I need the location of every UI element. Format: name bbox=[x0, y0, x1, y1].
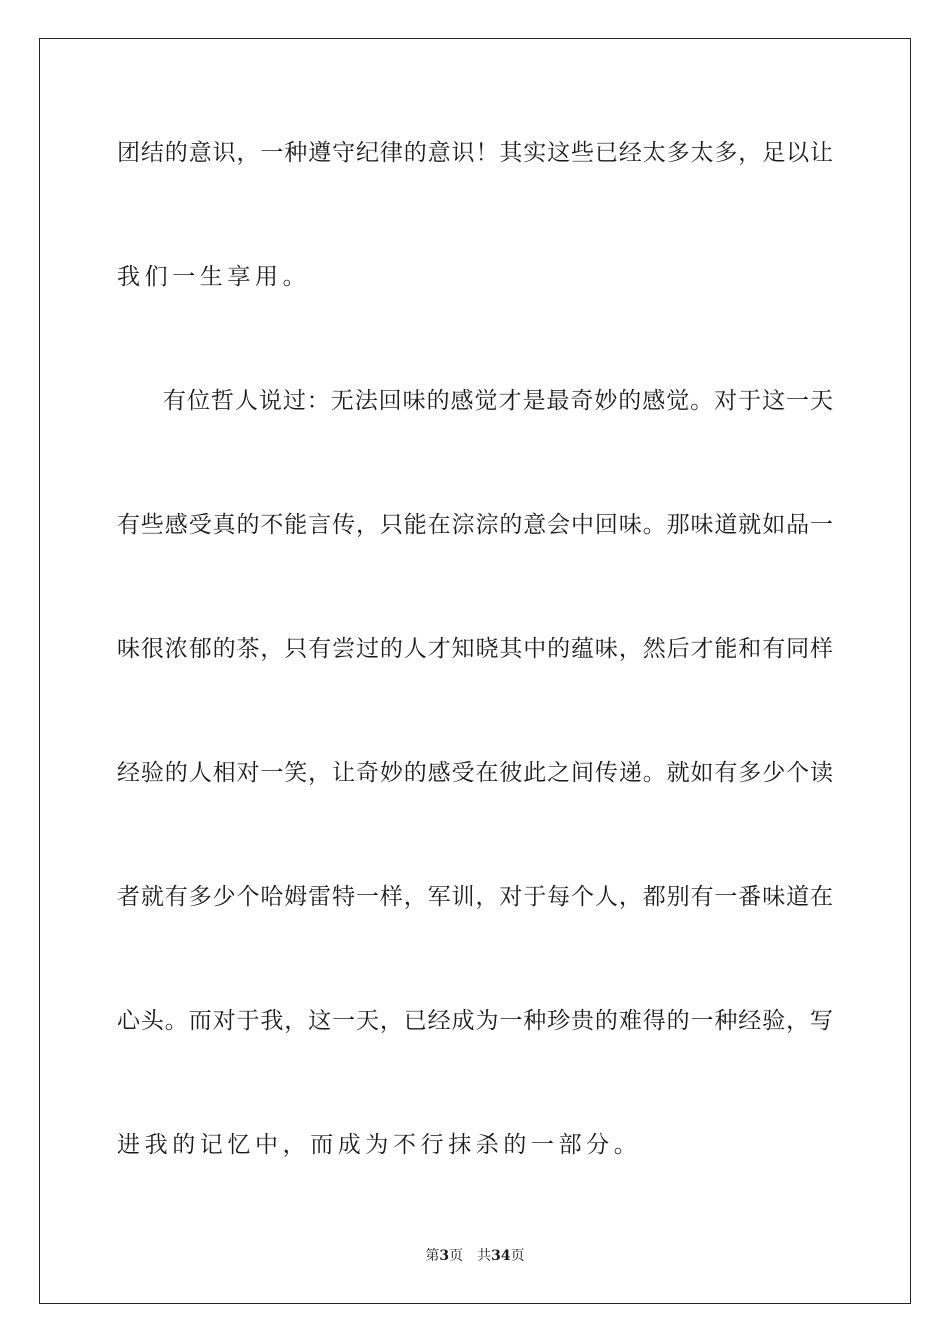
total-suffix: 页 bbox=[510, 1248, 525, 1264]
page-prefix: 第 bbox=[425, 1248, 440, 1264]
text-line-7: 者就有多少个哈姆雷特一样，军训，对于每个人，都别有一番味道在 bbox=[117, 884, 833, 910]
text-line-8: 心头。而对于我，这一天，已经成为一种珍贵的难得的一种经验，写 bbox=[117, 1008, 833, 1034]
text-line-2: 我们一生享用。 bbox=[117, 264, 311, 290]
page-footer bbox=[0, 1246, 950, 1266]
page-number: 3 bbox=[439, 1248, 450, 1264]
total-pages: 34 bbox=[491, 1248, 511, 1264]
text-line-6: 经验的人相对一笑，让奇妙的感受在彼此之间传递。就如有多少个读 bbox=[117, 760, 833, 786]
text-line-5: 味很浓郁的茶，只有尝过的人才知晓其中的蕴味，然后才能和有同样 bbox=[117, 636, 833, 662]
text-line-1: 团结的意识，一种遵守纪律的意识！其实这些已经太多太多，足以让 bbox=[117, 140, 833, 166]
page-border bbox=[39, 38, 911, 1304]
total-prefix: 共 bbox=[477, 1248, 492, 1264]
page-suffix: 页 bbox=[449, 1248, 464, 1264]
text-line-9: 进我的记忆中，而成为不行抹杀的一部分。 bbox=[117, 1132, 642, 1158]
text-line-4: 有些感受真的不能言传，只能在淙淙的意会中回味。那味道就如品一 bbox=[117, 512, 833, 538]
text-line-3: 有位哲人说过：无法回味的感觉才是最奇妙的感觉。对于这一天 bbox=[163, 388, 833, 414]
